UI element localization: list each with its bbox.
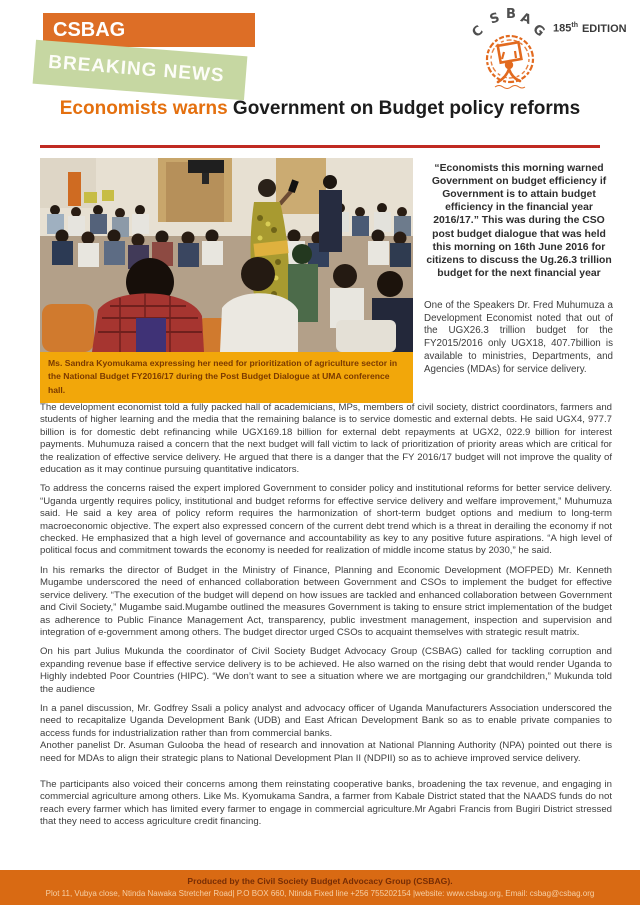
edition-label: [553, 22, 627, 35]
svg-text:S: S: [487, 10, 502, 28]
photo-caption: Ms. Sandra Kyomukama expressing her need for prioritization of agriculture sector in the National Budget FY2016/17 during the Post Budget Dialogue at UMA conference hall.: [40, 352, 413, 403]
paragraph-6: Another panelist Dr. Asuman Gulooba the head of research and innovation at National Planning Authority (NPA) pointed out there is need for MDAs to align their strategic plans to National Development Plan II (NDPII) so as to achieve improved service delivery.: [40, 740, 612, 764]
paragraph-7: The participants also voiced their concerns among them reinstating cooperative banks, broadening the tax revenue, and engaging in commercial agriculture among others. Like Ms. Kyomukama Sandra, a farmer from Kabale District stated that the NAADS funds do not reach every farmer which has limited every farmer to engage in commercial agriculture.Mr Agabri Francis from Bugiri District stressed that they need to access agriculture credit financing.: [40, 778, 612, 828]
breaking-news-text: BREAKING NEWS: [47, 51, 226, 87]
event-photo: [40, 158, 413, 403]
headline: [0, 98, 640, 120]
paragraph-4: On his part Julius Mukunda the coordinator of Civil Society Budget Advocacy Group (CSBAG) called for tackling corruption and expanding revenue base if effective service delivery is to be achieved. He also warned on the rising debt that would render Uganda to Highly indebted Poor Countries (HIPC). “We don’t want to see a situation where we are mortgaging our grandchildren,” Mukunda told the audience: [40, 646, 612, 695]
brand-text: CSBAG: [53, 19, 126, 41]
paragraph-2: To address the concerns raised the expert implored Government to consider policy and institutional reforms for better service delivery. “Uganda urgently requires policy, institutional and budget reforms for effective service delivery and welfare improvement,” Muhumuza said. He said a key area of policy reform requires the harmonization of short-term budget options and medium to long-term macroeconomic objective. The expert also expressed concern of the current debt trend which is a threat in derailing the economy if not checked. He emphasized that a high level of governance and accountability as key to any positive future aspirations. “A high level of political focus and commitment towards the economy is needed for realization of middle income status by 2030,” he said.: [40, 483, 612, 557]
paragraph-3: In his remarks the director of Budget in the Ministry of Finance, Planning and Economic Development (MOFPED) Mr. Kenneth Mugambe underscored the need of enhanced collaboration between Government and CSOs to implement the budget for effective service delivery. “The execution of the budget will depend on how issues are tackled and enhanced collaboration between Government and Civil Society,” Mugambe said.Mugambe outlined the measures Government is taking to ensure strict implementation of the budget as adherence to Public Finance Management Act, transparency, public investment management, inspection and supervision and integration of e-government among others. The budget director urged CSOs to acquaint themselves with strategic result matrix.: [40, 564, 612, 638]
headline-rest: Government on Budget policy reforms: [232, 98, 581, 119]
edition-suffix: th: [571, 22, 578, 29]
svg-text:B: B: [506, 7, 516, 22]
csbag-logo: [465, 6, 555, 98]
paragraph-5: In a panel discussion, Mr. Godfrey Ssali a policy analyst and advocacy officer of Uganda Manufacturers Association underscored the need to recapitalize Uganda Development Bank (UDB) and East African Development Bank so as to enable private companies to access funds for industrialization rather than from commercial banks.: [40, 702, 612, 739]
svg-text:C: C: [469, 23, 487, 41]
paragraph-1: The development economist told a fully packed hall of academicians, MPs, members of civil society, district coordinators, farmers and students of higher learning and the media that the remaining balance is to service domestic and external debts. He said UGX4, 977.7 billion is for domestic debt refinancing while UGX169.18 billion for external debt repayments at UGX2, 022.9 billion for interest payments. Muhumuza raised a concern that the next budget will fall victim to lack of prioritization of priority areas which are critical for the realization of effective service delivery. He argued that there is a danger that the FY 2016/17 budget will not improve the quality of education as it may continue pursuing quantitative indicators.: [40, 402, 612, 476]
article-body: [40, 402, 612, 836]
svg-text:G: G: [529, 21, 548, 41]
breaking-news-band: [33, 40, 248, 100]
footer-contact-info: Plot 11, Vubya close, Ntinda Nawaka Stretcher Road| P.O BOX 660, Ntinda Fixed line +256 755202154 |website: www.csbag.org, Email: csbag@csbag.org: [45, 889, 595, 898]
headline-divider: [40, 145, 600, 148]
headline-highlight: Economists warns: [59, 98, 228, 119]
crowd-photo-illustration: [40, 158, 413, 352]
svg-text:A: A: [518, 10, 534, 28]
lead-quote: “Economists this morning warned Government on budget efficiency if Government is to attain budget efficiency in the financial year 2016/17.” This was during the CSO post budget dialogue that was held this morning on 16th June 2016 for citizens to discuss the Ug.26.3 trillion budget for the next financial year: [426, 163, 612, 279]
lead-paragraph: One of the Speakers Dr. Fred Muhumuza a Development Economist noted that out of the UGX26.3 trillion budget for the FY2015/2016 only UGX18, 407.7billion is available to ministries, Departments, and Agencies (MDAs) for service delivery.: [424, 300, 613, 375]
edition-number: 185: [553, 22, 572, 35]
edition-word: EDITION: [581, 22, 627, 35]
logo-tagline-squiggle: [495, 86, 525, 89]
csbag-logo-icon: [465, 6, 555, 98]
footer: [0, 870, 640, 905]
footer-produced-by: Produced by the Civil Society Budget Advocacy Group (CSBAG).: [187, 876, 453, 886]
